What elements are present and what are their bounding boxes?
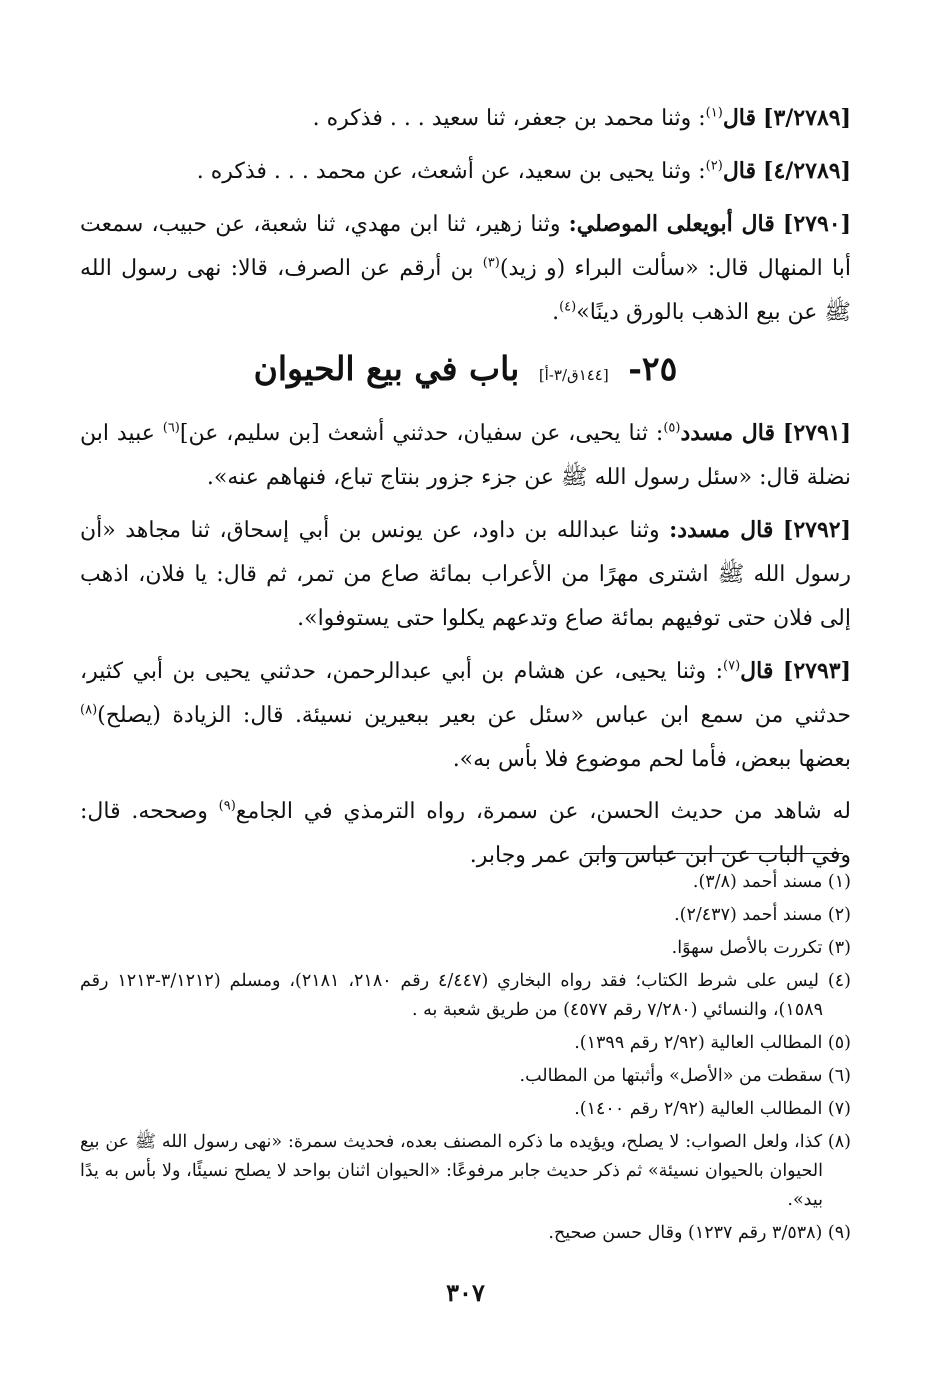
hadith-number: [٢٧٩٣] <box>782 658 851 684</box>
hadith-text: وثنا زهير، ثنا ابن مهدي، ثنا شعبة، عن حبيب، سمعت أبا المنهال قال: «سألت البراء (و زيد) <box>80 212 851 281</box>
footnote-marker: (٧) <box>723 658 741 674</box>
narrator-ref: قال مسدد <box>680 420 775 446</box>
footnote-marker: (٨) <box>80 702 98 718</box>
hadith-number: [٢٧٩١] <box>782 420 851 446</box>
footnote-marker: (٤) <box>559 299 577 315</box>
commentary-text: له شاهد من حديث الحسن، عن سمرة، رواه الترمذي في الجامع <box>235 799 851 824</box>
footnote-marker: (٣) <box>482 255 500 271</box>
hadith-number: [٣/٢٧٨٩] <box>763 105 851 131</box>
footnote-9: (٩) (٣/٥٣٨ رقم ١٢٣٧) وقال حسن صحيح. <box>548 1223 851 1243</box>
manuscript-location: [١٤٤ق/٣-أ] <box>538 366 609 384</box>
footnote-marker: (٥) <box>663 420 681 436</box>
narrator-ref: قال <box>740 658 774 684</box>
footnote-1: (١) مسند أحمد (٣/٨). <box>692 872 851 892</box>
footnote-marker: (١) <box>705 105 723 121</box>
hadith-text: بن أرقم عن الصرف، قالا: نهى رسول الله ﷺ عن بيع الذهب بالورق دينًا» <box>80 256 851 325</box>
footnote-marker: (٢) <box>705 158 723 174</box>
narrator-ref: قال <box>722 158 757 184</box>
footnote-marker: (٦) <box>162 420 180 436</box>
footnote-separator <box>585 853 843 854</box>
footnote-5: (٥) المطالب العالية (٢/٩٢ رقم ١٣٩٩). <box>574 1033 851 1053</box>
hadith-text: : وثنا محمد بن جعفر، ثنا سعيد . . . فذكره . <box>312 106 706 131</box>
hadith-text: : ثنا يحيى، عن سفيان، حدثني أشعث [بن سليم، عن] <box>179 421 664 446</box>
footnotes <box>80 868 851 1252</box>
hadith-2791 <box>80 411 851 500</box>
hadith-2793 <box>80 649 851 782</box>
hadith-2789-3 <box>80 96 851 141</box>
page-number: ٣٠٧ <box>446 1278 485 1307</box>
hadith-number: [٤/٢٧٨٩] <box>763 158 851 184</box>
footnote-8: (٨) كذا، ولعل الصواب: لا يصلح، ويؤيده ما ذكره المصنف بعده، فحديث سمرة: «نهى رسول الله ﷺ عن بيع الحيوان بالحيوان نسيئة» ثم ذكر حديث جابر مرفوعًا: «الحيوان اثنان بواحد لا يصلح نسيئًا، ولا بأس به يدًا بيد». <box>80 1132 851 1210</box>
footnote-4: (٤) ليس على شرط الكتاب؛ فقد رواه البخاري (٤/٤٤٧ رقم ٢١٨٠، ٢١٨١)، ومسلم (٣/١٢١٢-١٢١٣ رقم ١٥٨٩)، والنسائي (٧/٢٨٠ رقم ٤٥٧٧) من طريق شعبة به . <box>80 971 851 1020</box>
chapter-heading <box>80 343 851 401</box>
hadith-text: . <box>552 300 560 325</box>
narrator-ref: قال <box>722 105 757 131</box>
footnote-marker: (٩) <box>218 798 236 814</box>
narrator-ref: قال مسدد: <box>669 517 774 543</box>
main-text <box>80 96 851 886</box>
commentary <box>80 790 851 878</box>
commentary-text: وصححه. قال: وفي الباب عن ابن عباس وابن عمر وجابر. <box>80 799 851 868</box>
footnote-2: (٢) مسند أحمد (٢/٤٣٧). <box>674 905 851 925</box>
footnote-3: (٣) تكررت بالأصل سهوًا. <box>671 938 851 958</box>
hadith-text: : وثنا يحيى بن سعيد، عن أشعث، عن محمد . . . فذكره . <box>196 159 706 184</box>
chapter-number: ٢٥- <box>628 349 678 388</box>
hadith-number: [٢٧٩٠] <box>782 211 851 237</box>
hadith-text: عبيد ابن نضلة قال: «سئل رسول الله ﷺ عن جزء جزور بنتاج تباع، فنهاهم عنه». <box>80 421 851 490</box>
hadith-2792 <box>80 508 851 641</box>
footnote-6: (٦) سقطت من «الأصل» وأثبتها من المطالب. <box>519 1066 851 1086</box>
hadith-2790 <box>80 202 851 335</box>
footnote-7: (٧) المطالب العالية (٢/٩٢ رقم ١٤٠٠). <box>574 1099 851 1119</box>
hadith-text: : وثنا يحيى، عن هشام بن أبي عبدالرحمن، حدثني يحيى بن أبي كثير، حدثني من سمع ابن عباس «سئل عن بعير ببعيرين نسيئة. قال: الزيادة (يصلح) <box>80 659 851 728</box>
hadith-2789-4 <box>80 149 851 194</box>
hadith-text: وثنا عبدالله بن داود، عن يونس بن أبي إسحاق، ثنا مجاهد «أن رسول الله ﷺ اشترى مهرًا من الأعراب بمائة صاع من تمر، ثم قال: يا فلان، اذهب إلى فلان حتى توفيهم بمائة صاع وتدعهم يكلوا حتى يستوفوا». <box>80 518 851 631</box>
hadith-number: [٢٧٩٢] <box>782 517 851 543</box>
narrator-ref: قال أبويعلى الموصلي: <box>568 211 775 237</box>
hadith-text: بعضها ببعض، فأما لحم موضوع فلا بأس به». <box>452 747 851 772</box>
chapter-title: باب في بيع الحيوان <box>253 349 520 388</box>
